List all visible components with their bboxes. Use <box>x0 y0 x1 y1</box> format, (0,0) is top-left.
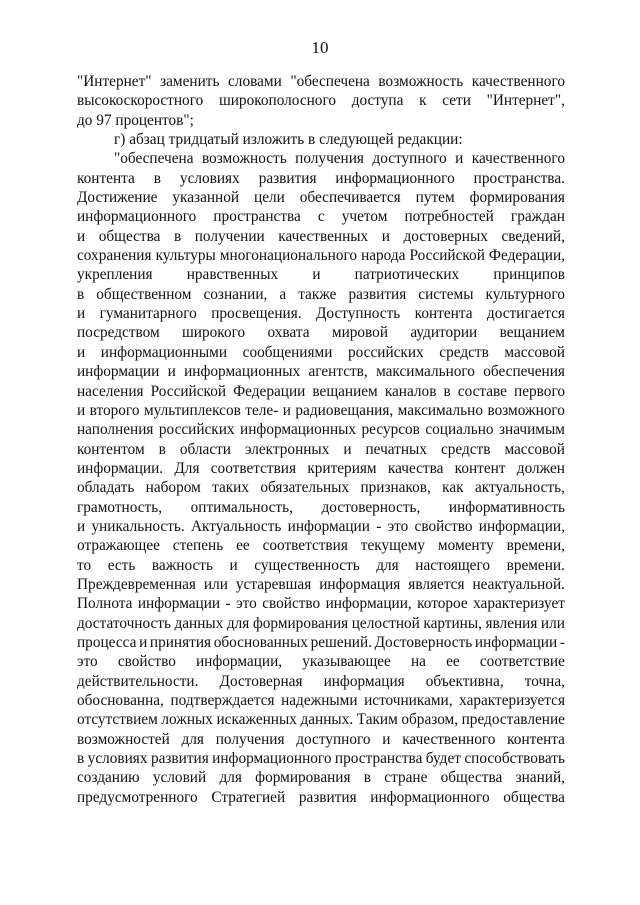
word: составе <box>457 382 507 400</box>
word: развития <box>258 169 317 187</box>
word: информация <box>323 672 405 690</box>
text-line <box>77 188 565 207</box>
word: информация <box>319 575 401 593</box>
text-line <box>77 749 565 768</box>
word: и <box>282 401 291 419</box>
word: для <box>219 769 242 787</box>
word: явления <box>485 614 538 632</box>
word: отражающее <box>77 537 160 555</box>
word: с <box>317 208 325 226</box>
word: для <box>226 614 250 632</box>
word: степень <box>172 537 224 555</box>
word: устаревшая <box>235 575 312 593</box>
word: и <box>382 730 391 748</box>
text-line <box>77 594 565 613</box>
word: информационного <box>77 208 197 226</box>
word: настоящего <box>415 556 491 574</box>
word: объективна, <box>425 672 504 690</box>
word: широкого <box>182 324 246 342</box>
word: актуальность, <box>474 479 565 497</box>
text-line <box>77 362 565 381</box>
word: "обеспечена <box>114 150 194 168</box>
word: обоснованна, <box>77 692 164 709</box>
word: российских <box>158 421 235 439</box>
text-line <box>77 788 565 807</box>
word: учетом <box>341 208 388 226</box>
word: агентств, <box>308 363 368 381</box>
word: источниками, <box>364 692 453 709</box>
word: граждан <box>510 208 565 226</box>
word: достоверных <box>403 227 488 245</box>
word: оптимальность, <box>190 498 293 516</box>
word: данных. <box>300 711 354 729</box>
word: возможного <box>487 401 565 419</box>
text-line <box>77 556 565 575</box>
text-line <box>77 440 565 459</box>
word: это <box>236 595 257 613</box>
word: свойство <box>117 653 176 671</box>
text-line <box>77 265 565 284</box>
word: вещанием <box>499 324 565 342</box>
word: информационными <box>100 343 228 361</box>
word: неактуальной. <box>472 575 565 593</box>
text-line <box>77 633 565 652</box>
word: обеспечения <box>483 363 565 381</box>
word: а <box>279 285 287 303</box>
word: Актуальность <box>190 517 282 535</box>
word: доступного <box>296 730 371 748</box>
word: максимально <box>397 401 483 419</box>
word: точна, <box>524 672 565 690</box>
word: средств <box>440 440 491 458</box>
word: системы <box>418 285 474 303</box>
word: информативность <box>448 498 565 516</box>
word: Достоверность <box>374 633 473 651</box>
word: общества <box>98 227 161 245</box>
word: информации <box>77 363 160 381</box>
word: мультиплексов <box>143 401 241 419</box>
word: указывающее <box>302 653 391 671</box>
word: искаженных <box>216 711 297 729</box>
word: второго <box>89 401 140 419</box>
word: характеризуется <box>459 692 565 709</box>
word: как <box>442 479 464 497</box>
word: ресурсов <box>361 421 420 439</box>
text-line <box>77 459 565 478</box>
word: текущему <box>360 537 426 555</box>
word: возможность <box>201 150 287 168</box>
word: и <box>312 266 321 284</box>
text-line <box>77 478 565 497</box>
word: грамотность, <box>77 498 163 516</box>
word: информационного <box>370 788 490 806</box>
word: и <box>343 440 352 458</box>
word: процесса <box>77 633 137 651</box>
word: существенность <box>254 556 360 574</box>
word: также <box>298 285 337 303</box>
word: Доступность <box>316 305 401 323</box>
word: формирования <box>255 769 351 787</box>
word: условиях <box>179 169 240 187</box>
word: общества <box>503 788 565 806</box>
word: - <box>376 517 382 535</box>
word: каналов <box>384 382 437 400</box>
word: в <box>77 285 85 303</box>
word: доступного <box>372 150 447 168</box>
word: Федерации, <box>488 247 565 265</box>
word: которое <box>417 595 468 613</box>
word: ее <box>446 653 460 671</box>
text-line: г) абзац тридцатый изложить в следующей редакции: <box>114 131 463 149</box>
word: и <box>139 633 148 651</box>
word: мировой <box>331 324 389 342</box>
word: качественного <box>471 150 565 168</box>
word: знаний, <box>515 769 565 787</box>
word: и <box>229 556 238 574</box>
word: Российской <box>150 382 227 400</box>
word: культурного <box>485 285 565 303</box>
word: "Интернет" <box>77 73 152 90</box>
word: качественного <box>471 73 565 90</box>
word: пространства <box>213 208 301 226</box>
word: решений. <box>310 633 372 651</box>
word: электронных <box>244 440 330 458</box>
word: моменту <box>437 537 494 555</box>
word: доступа <box>351 92 404 110</box>
word: на <box>410 653 426 671</box>
word: контента <box>507 730 565 748</box>
word: критериям <box>307 459 377 477</box>
text-line <box>77 730 565 749</box>
word: или <box>203 575 228 593</box>
word: и <box>167 363 176 381</box>
text-line <box>77 304 565 323</box>
word: контент <box>454 459 506 477</box>
word: цели <box>254 189 285 207</box>
word: информации. <box>77 459 164 477</box>
word: качественного <box>402 730 496 748</box>
word: сознании, <box>203 285 268 303</box>
word: обеспечивается <box>299 189 401 207</box>
word: нравственных <box>186 266 279 284</box>
text-line <box>77 149 565 168</box>
word: сохранения <box>77 247 152 265</box>
word: значимым <box>499 421 565 439</box>
word: и <box>77 517 86 535</box>
word: созданию <box>77 769 140 787</box>
word: является <box>408 575 465 593</box>
word: многонационального <box>219 247 358 265</box>
word: и <box>77 227 86 245</box>
word: - <box>225 595 231 613</box>
word: есть <box>107 556 136 574</box>
text-line: до 97 процентов"; <box>77 111 194 129</box>
word: признаков, <box>360 479 431 497</box>
word: области <box>179 440 231 458</box>
word: путем <box>415 189 455 207</box>
word: информации <box>287 517 370 535</box>
word: - <box>559 633 565 651</box>
word: информации, <box>478 517 565 535</box>
text-line <box>77 652 565 671</box>
word: информационных <box>184 363 301 381</box>
word: времени. <box>506 556 565 574</box>
word: контентом <box>77 440 145 458</box>
word: свойство <box>414 517 473 535</box>
word: соответствия <box>210 459 297 477</box>
word: массовой <box>504 343 565 361</box>
word: народа <box>361 247 406 265</box>
page-number: 10 <box>311 38 329 57</box>
word: в <box>363 769 372 787</box>
word: информационных <box>240 421 357 439</box>
word: важность <box>151 556 213 574</box>
text-line <box>77 768 565 787</box>
word: сети <box>442 92 471 110</box>
text-line <box>77 420 565 439</box>
text-line <box>77 575 565 594</box>
word: охвата <box>267 324 310 342</box>
word: условиях <box>87 750 148 768</box>
word: условий <box>152 769 207 787</box>
word: общественном <box>96 285 192 303</box>
word: свойство <box>262 595 321 613</box>
word: стране <box>384 769 428 787</box>
word: в <box>443 382 451 400</box>
text-line <box>77 207 565 226</box>
word: информационного <box>212 750 332 768</box>
word: общества <box>440 769 503 787</box>
text-line <box>77 227 565 246</box>
word: предоставление <box>461 711 565 729</box>
word: Российской <box>409 247 485 265</box>
word: средств <box>439 343 489 361</box>
word: указанной <box>172 189 240 207</box>
text-line <box>77 72 565 91</box>
word: теле- <box>245 401 279 419</box>
word: для <box>376 556 399 574</box>
word: качества <box>387 459 444 477</box>
word: это <box>77 653 98 671</box>
word: российских <box>348 343 424 361</box>
word: то <box>77 556 92 574</box>
word: подтверждается <box>170 692 275 709</box>
text-line <box>77 691 565 710</box>
word: информационного <box>335 169 455 187</box>
word: обязательных <box>260 479 350 497</box>
text-line <box>77 536 565 555</box>
word: потребностей <box>404 208 494 226</box>
word: информации <box>474 633 558 651</box>
word: и <box>381 227 390 245</box>
text-line <box>77 614 565 633</box>
word: заменить <box>160 73 220 90</box>
word: и <box>77 305 86 323</box>
word: пространства. <box>473 169 565 187</box>
word: в <box>153 169 161 187</box>
word: времени, <box>506 537 565 555</box>
word: Достоверная <box>219 672 303 690</box>
word: сведений, <box>501 227 565 245</box>
word: ложных <box>161 711 213 729</box>
word: будет <box>425 750 461 768</box>
word: Достижение <box>77 189 158 207</box>
word: посредством <box>77 324 160 342</box>
word: ее <box>236 537 250 555</box>
word: информации, <box>196 653 283 671</box>
word: достаточность <box>77 614 171 632</box>
text-line <box>77 401 565 420</box>
word: достигается <box>486 305 565 323</box>
text-line <box>77 285 565 304</box>
word: способствовать <box>464 750 565 768</box>
word: информации, <box>325 595 412 613</box>
word: гуманитарного <box>99 305 197 323</box>
word: возможность <box>378 73 464 90</box>
text-line <box>77 343 565 362</box>
body-text <box>77 72 565 807</box>
word: развития <box>298 788 357 806</box>
word: социально <box>425 421 494 439</box>
word: надежными <box>281 692 358 709</box>
word: словами <box>228 73 282 90</box>
word: формирования <box>469 189 565 207</box>
word: данных <box>174 614 224 632</box>
word: контента <box>414 305 473 323</box>
word: Полнота <box>77 595 133 613</box>
word: массовой <box>504 440 565 458</box>
word: Стратегией <box>211 788 286 806</box>
word: достоверность, <box>321 498 421 516</box>
word: принципов <box>493 266 565 284</box>
word: в <box>173 227 182 245</box>
word: предусмотренного <box>77 788 198 806</box>
word: получении <box>194 227 265 245</box>
word: патриотических <box>354 266 460 284</box>
word: просвещения. <box>211 305 302 323</box>
word: и <box>455 150 464 168</box>
word: культуры <box>155 247 216 265</box>
word: характеризует <box>473 595 565 613</box>
word: "обеспечена <box>290 73 370 90</box>
word: обоснованных <box>213 633 308 651</box>
word: обладать <box>77 479 135 497</box>
word: должен <box>516 459 565 477</box>
word: контента <box>77 169 135 187</box>
word: максимального <box>376 363 475 381</box>
word: принятия <box>149 633 212 651</box>
text-line <box>77 246 565 265</box>
word: соответствия <box>262 537 348 555</box>
word: получения <box>295 150 364 168</box>
word: сообщениями <box>242 343 333 361</box>
word: населения <box>77 382 144 400</box>
word: вещанием <box>312 382 378 400</box>
word: первого <box>514 382 565 400</box>
text-line <box>77 672 565 691</box>
word: развития <box>348 285 407 303</box>
word: к <box>419 92 427 110</box>
word: формирования <box>252 614 349 632</box>
word: и <box>77 401 86 419</box>
word: это <box>387 517 409 535</box>
word: получения <box>215 730 285 748</box>
word: возможностей <box>77 730 170 748</box>
word: информации <box>137 595 221 613</box>
word: пространства <box>334 750 423 768</box>
word: картины, <box>423 614 482 632</box>
word: целостной <box>351 614 420 632</box>
word: "Интернет", <box>486 92 565 110</box>
word: печатных <box>365 440 427 458</box>
word: в <box>158 440 166 458</box>
word: в <box>77 750 85 768</box>
text-line <box>77 382 565 401</box>
word: радиовещания, <box>295 401 394 419</box>
word: или <box>540 614 565 632</box>
text-line <box>77 517 565 536</box>
word: укрепления <box>77 266 153 284</box>
word: соответствие <box>479 653 565 671</box>
word: и <box>77 343 86 361</box>
text-line <box>77 323 565 342</box>
text-line <box>77 91 565 110</box>
word: качественных <box>278 227 369 245</box>
word: для <box>181 730 204 748</box>
word: уникальность. <box>91 517 185 535</box>
text-line <box>77 169 565 188</box>
word: таких <box>212 479 250 497</box>
word: Преждевременная <box>77 575 196 593</box>
word: Федерации <box>233 382 306 400</box>
word: широкополосного <box>218 92 336 110</box>
word: отсутствием <box>77 711 158 729</box>
word: Для <box>174 459 200 477</box>
word: действительности. <box>77 672 199 690</box>
text-line <box>77 498 565 517</box>
word: аудитории <box>410 324 478 342</box>
word: образом, <box>401 711 459 729</box>
word: набором <box>145 479 201 497</box>
word: развития <box>150 750 209 768</box>
word: Таким <box>356 711 398 729</box>
word: наполнения <box>77 421 154 439</box>
text-line <box>77 710 565 729</box>
word: высокоскоростного <box>77 92 204 110</box>
